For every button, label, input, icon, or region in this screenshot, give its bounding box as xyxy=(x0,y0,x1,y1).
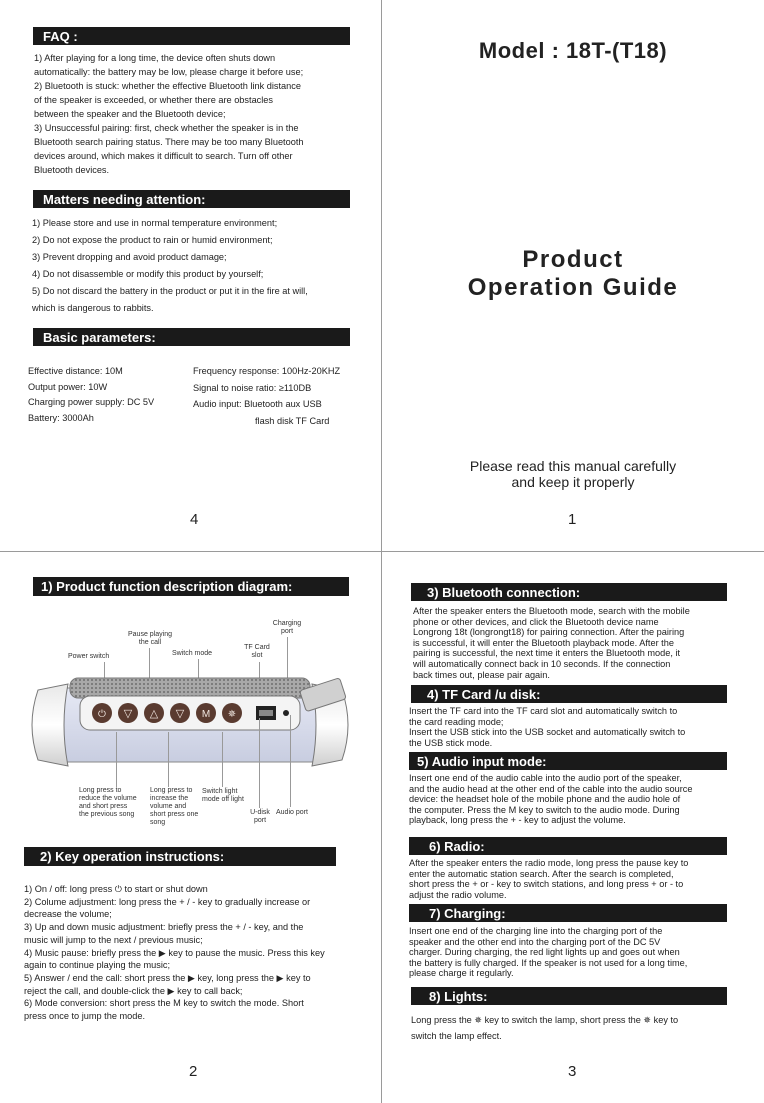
speaker-end-cap-left xyxy=(32,684,68,766)
tf-card-heading-bar xyxy=(411,685,727,703)
key-line: reject the call, and double-click the ▶ key to call back; xyxy=(24,985,243,996)
tf-card-heading: 4) TF Card /u disk: xyxy=(427,686,541,702)
svg-text:▽: ▽ xyxy=(123,708,133,720)
callout-power-switch: Power switch xyxy=(68,653,110,660)
params-heading: Basic parameters: xyxy=(43,329,156,345)
leader-line xyxy=(116,732,117,787)
key-line: music will jump to the next / previous music; xyxy=(24,934,203,945)
attention-item: 5) Do not discard the battery in the product or put it in the fire at will, xyxy=(32,286,308,296)
charging-heading: 7) Charging: xyxy=(429,905,506,921)
callout-switch-light: Switch light mode off light xyxy=(202,788,244,803)
page-number-2: 2 xyxy=(189,1063,198,1080)
callout-long-press-increase: Long press to increase the volume and short press one song xyxy=(150,787,199,826)
audio-input-heading-bar xyxy=(409,752,727,770)
faq-heading-bar xyxy=(33,27,350,45)
leader-line xyxy=(222,732,223,787)
callout-pause-playing: Pause playing the call xyxy=(128,631,172,646)
bluetooth-text: After the speaker enters the Bluetooth mode, search with the mobile phone or other devices, and click the Bluetooth device name Longrong 18t (longrongt18) for pairing connection. After the pairing is successful, it will enter the Bluetooth playback mode. After the pairing is successful, the next time it enters the Bluetooth mode, it will automatically connect back in 10 seconds. If the connection back times out, please pair again. xyxy=(413,606,690,680)
param-item: Charging power supply: DC 5V xyxy=(28,397,155,407)
key-line: press once to jump the mode. xyxy=(24,1011,146,1022)
param-item: Frequency response: 100Hz-20KHZ xyxy=(193,366,341,376)
svg-text:✵: ✵ xyxy=(227,709,237,720)
lights-heading-bar xyxy=(411,987,727,1005)
param-item: Output power: 10W xyxy=(28,381,108,392)
param-item: Audio input: Bluetooth aux USB xyxy=(193,399,322,409)
notice-line1: Please read this manual carefully xyxy=(469,458,677,474)
key-line: again to continue playing the music; xyxy=(24,960,171,971)
callout-tf-card-slot: TF Card slot xyxy=(244,644,270,659)
bluetooth-heading-bar xyxy=(411,583,727,601)
key-line: 5) Answer / end the call: short press the ▶ key, long press the ▶ key to xyxy=(24,972,311,983)
param-item: Effective distance: 10M xyxy=(28,366,123,376)
model-title: Model : 18T-(T18) xyxy=(478,38,668,63)
svg-text:⏻: ⏻ xyxy=(98,709,106,720)
attention-heading: Matters needing attention: xyxy=(43,191,206,207)
tf-card-text: Insert the TF card into the TF card slot and automatically switch to the card reading mode; Insert the USB stick into the USB socket and automatically switch to the USB stick mode. xyxy=(409,706,686,748)
leader-line xyxy=(259,718,260,808)
diagram-heading-bar xyxy=(33,577,349,596)
svg-text:▽: ▽ xyxy=(175,708,185,720)
param-item: Battery: 3000Ah xyxy=(28,412,94,423)
notice-line2: and keep it properly xyxy=(511,474,635,490)
callout-charging-port: Charging port xyxy=(272,620,302,635)
page-number-1: 1 xyxy=(568,511,577,528)
product-title-line1: Product xyxy=(522,246,624,273)
attention-item: 1) Please store and use in normal temperature environment; xyxy=(32,218,278,228)
attention-item: which is dangerous to rabbits. xyxy=(32,303,154,313)
svg-text:△: △ xyxy=(149,708,159,720)
horizontal-fold-line xyxy=(0,551,764,552)
attention-heading-bar xyxy=(33,190,350,208)
callout-long-press-reduce: Long press to reduce the volume and short press the previous song xyxy=(79,787,137,818)
attention-item: 3) Prevent dropping and avoid product damage; xyxy=(32,252,227,262)
key-line: decrease the volume; xyxy=(24,909,112,920)
page-number-4: 4 xyxy=(190,511,199,528)
leader-line xyxy=(168,732,169,787)
attention-item: 4) Do not disassemble or modify this product by yourself; xyxy=(32,269,264,279)
key-line: 4) Music pause: briefly press the ▶ key to pause the music. Press this key xyxy=(24,947,325,958)
radio-text: After the speaker enters the radio mode, long press the pause key to enter the automatic station search. After the search is completed, short press the + or - key to switch stations, and long press + or - to adjust the radio volume. xyxy=(409,858,689,900)
charging-text: Insert one end of the charging line into the charging port of the speaker and the other end into the charging port of the DC 5V charger. During charging, the red light lights up and goes out when the battery is fully charged. If the speaker is not used for a long time, please charge it regularly. xyxy=(409,926,688,979)
key-line: 3) Up and down music adjustment: briefly press the + / - key, and the xyxy=(24,922,304,933)
svg-text:M: M xyxy=(201,709,211,720)
callout-switch-mode: Switch mode xyxy=(172,650,213,657)
params-right-list xyxy=(193,363,378,429)
charging-heading-bar xyxy=(409,904,727,922)
key-line: 1) On / off: long press ⏻ to start or shut down xyxy=(24,884,208,894)
radio-heading: 6) Radio: xyxy=(429,838,485,854)
params-heading-bar xyxy=(33,328,350,346)
diagram-heading: 1) Product function description diagram: xyxy=(41,579,293,594)
key-heading-bar xyxy=(24,847,336,866)
key-heading: 2) Key operation instructions: xyxy=(40,849,225,864)
attention-item: 2) Do not expose the product to rain or humid environment; xyxy=(32,235,273,245)
speaker-mesh-top xyxy=(70,678,310,698)
audio-input-heading: 5) Audio input mode: xyxy=(417,753,547,769)
param-item: Signal to noise ratio: ≥110DB xyxy=(193,382,312,393)
product-title-line2: Operation Guide xyxy=(467,274,679,301)
param-item: flash disk TF Card xyxy=(255,415,330,426)
params-left-list xyxy=(28,364,198,426)
faq-heading: FAQ : xyxy=(43,28,78,44)
audio-jack xyxy=(283,710,289,716)
radio-heading-bar xyxy=(409,837,727,855)
key-instructions-list xyxy=(24,883,374,1023)
callout-u-disk-port: U-disk port xyxy=(250,809,270,824)
lights-heading: 8) Lights: xyxy=(429,988,488,1004)
bluetooth-heading: 3) Bluetooth connection: xyxy=(427,584,581,600)
key-line: 2) Colume adjustment: long press the + / - key to gradually increase or xyxy=(24,896,311,907)
speaker-illustration xyxy=(30,670,360,780)
lights-text-line1: Long press the ✵ key to switch the lamp, short press the ✵ key to xyxy=(411,1015,679,1025)
callout-audio-port: Audio port xyxy=(276,809,308,816)
key-line: 6) Mode conversion: short press the M key to switch the mode. Short xyxy=(24,998,304,1009)
page-number-3: 3 xyxy=(568,1063,577,1080)
attention-list xyxy=(32,215,372,317)
lights-text-line2: switch the lamp effect. xyxy=(411,1031,502,1041)
audio-input-text: Insert one end of the audio cable into the audio port of the speaker, and the audio head at the other end of the cable into the audio source device: the headset hole of the mobile phone and the audio hole of the computer. Press the M key to switch to the audio mode. During playback, long press the + - key to adjust the volume. xyxy=(409,773,693,826)
faq-text: 1) After playing for a long time, the device often shuts down automatically: the battery may be low, please charge it before use; 2) Bluetooth is stuck: whether the effective Bluetooth link distance of the speaker is exceeded, or whether there are obstacles between the speaker and the Bluetooth device; 3) Unsuccessful pairing: first, check whether the speaker is in the Bluetooth search pairing status. There may be too many Bluetooth devices around, which makes it difficult to search. Turn off other Bluetooth devices. xyxy=(34,53,304,175)
leader-line xyxy=(290,715,291,807)
